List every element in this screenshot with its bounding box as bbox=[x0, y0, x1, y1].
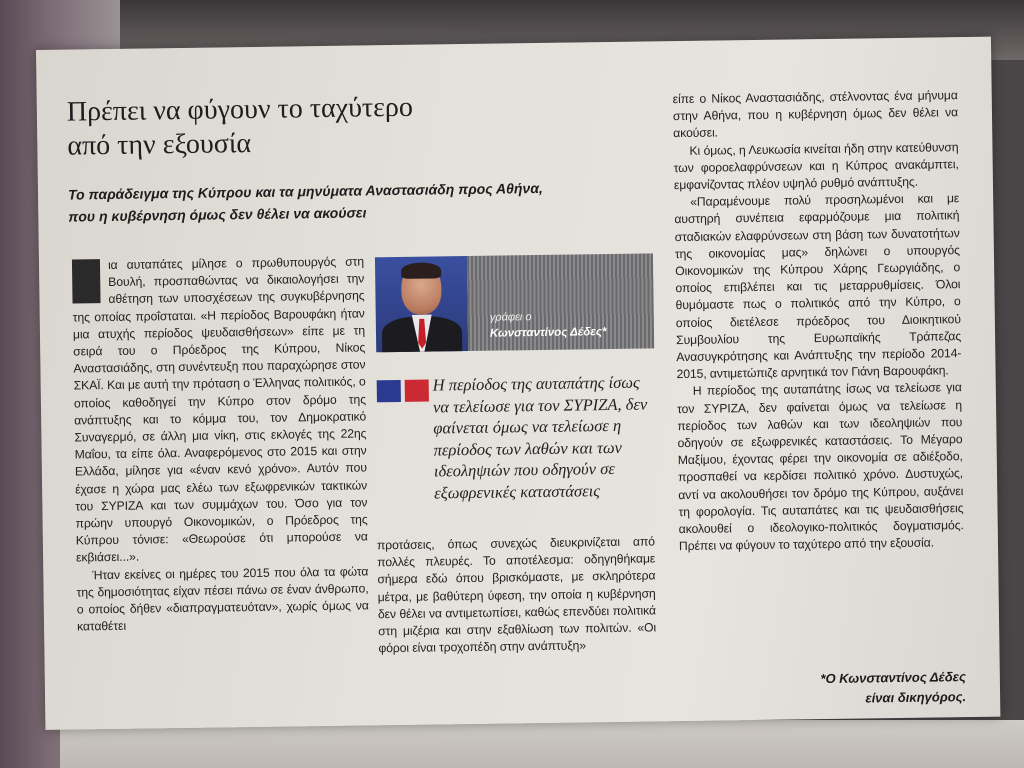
author-portrait bbox=[375, 256, 468, 352]
author-note-line-2: είναι δικηγόρος. bbox=[865, 689, 967, 706]
col1-paragraph-1: ια αυταπάτες μίλησε ο πρωθυπουργός στη Βουλή, προσπαθώντας να δικαιολογήσει την αθέτηση των υποσχέσεων της συγκυβέρνησης της οποίας προΐσταται. «Η περίοδος Βαρουφάκη ήταν μια ατυχής περίοδος ψευδαισθήσεων» είπε με τη σειρά του ο Πρόεδρος της Κύπρου, Νίκος Αναστασιάδης, στη συνέντευξη που παραχώρησε στον ΣΚΑΪ. Και με αυτή την πρόταση ο Έλληνας πολιτικός, ο οποίος καθοδηγεί την Κύπρο στον δρόμο της ανάπτυξης και το κόμμα του, τον Δημοκρατικό Συναγερμό, σε άλλη μια νίκη, στις εκλογές της 22ης Μαΐου, τα είπε όλα. Αναφερόμενος στο 2015 και στην Ελλάδα, μίλησε για «έναν κενό χρόνο». Αυτόν που έχασε η χώρα μας ελέω των εξωφρενικών τακτικών του ΣΥΡΙΖΑ και των συμμάχων του. Όσο για τον πρώην υπουργό Οικονομικών, ο Πρόεδρος της Κύπρου τόνισε: «Θεωρούσε ότι μπορούσε να εκβιάσει...». bbox=[72, 254, 368, 565]
subheadline bbox=[68, 176, 629, 228]
pull-quote: Η περίοδος της αυταπάτης ίσως να τελείωσε για τον ΣΥΡΙΖΑ, δεν φαίνεται όμως να τελείωσε η περίοδος των λαθών και των ιδεοληψιών που οδηγούν σε εξωφρενικές καταστάσεις bbox=[432, 372, 648, 502]
col3-paragraph-2: Κι όμως, η Λευκωσία κινείται ήδη στην κατεύθυνση των φοροελαφρύνσεων και η Κύπρος ανακάμπτει, εμφανίζοντας πλέον υψηλό ρυθμό ανάπτυξης. bbox=[673, 139, 959, 193]
byline-name: Κωνσταντίνος Δέδες* bbox=[489, 326, 607, 340]
subhead-line-1: Το παράδειγμα της Κύπρου και τα μηνύματα Αναστασιάδη προς Αθήνα, bbox=[67, 179, 543, 203]
col3-paragraph-3: «Παραμένουμε πολύ προσηλωμένοι και με αυστηρή συνέπεια εφαρμόζουμε μια πολιτική σταδιακών ελαφρύνσεων στη βάση των δυνατοτήτων της οικονομίας μας» δηλώνει ο υπουργός Οικονομικών της Κύπρου Χάρης Γεωργιάδης, ο οποίος επιβλέπει και τις μεταρρυθμίσεις. Όλοι θυμόμαστε πως ο πολιτικός από την Κύπρο, ο οποίος διετέλεσε πρόεδρος του Διοικητικού Συμβουλίου της Ευρωπαϊκής Τράπεζας Ανασυγκρότησης και Ανάπτυξης την περίοδο 2014-2015, αντιμετώπιζε αρνητικά τον Γιάνη Βαρουφάκη. bbox=[674, 191, 962, 382]
blue-square bbox=[377, 380, 401, 402]
headline-line-2: από την εξουσία bbox=[67, 128, 252, 162]
col3-paragraph-1: είπε ο Νίκος Αναστασιάδης, στέλνοντας ένα μήνυμα στην Αθήνα, που η κυβέρνηση όμως δεν θέλει να ακούσει. bbox=[672, 88, 959, 141]
dropcap-block bbox=[72, 259, 101, 303]
byline-box bbox=[375, 253, 654, 352]
column-2 bbox=[377, 533, 657, 657]
byline-label: γράφει ο bbox=[489, 311, 532, 324]
col2-paragraph-1: προτάσεις, όπως συνεχώς διευκρινίζεται από πολλές πλευρές. Το αποτέλεσμα: οδηγηθήκαμε σήμερα εδώ όπου βρισκόμαστε, με σκληρότερα μέτρα, με βαθύτερη ύφεση, την οποία η κυβέρνηση δεν θέλει να αντιμετωπίσει, καθώς επενδύει πολιτικά στη μιζέρια και στην εξαθλίωση των πολιτών. «Οι φόροι είναι τροχοπέδη στην ανάπτυξη» bbox=[376, 534, 657, 656]
author-note-line-1: *Ο Κωνσταντίνος Δέδες bbox=[820, 669, 966, 687]
red-square bbox=[405, 380, 429, 402]
column-1 bbox=[72, 253, 369, 636]
subhead-line-2: που η κυβέρνηση όμως δεν θέλει να ακούσει bbox=[68, 204, 367, 225]
headline-line-1: Πρέπει να φύγουν το ταχύτερο bbox=[66, 91, 414, 128]
newspaper-page bbox=[36, 37, 1000, 730]
col1-paragraph-2: Ήταν εκείνες οι ημέρες του 2015 που όλα τα φώτα της δημοσιότητας είχαν πέσει πάνω σε έναν άνθρωπο, ο οποίος δήθεν «διαπραγματευόταν», χωρίς όμως να καταθέτει bbox=[76, 564, 369, 634]
headline bbox=[67, 88, 588, 163]
column-3 bbox=[673, 87, 964, 555]
author-note bbox=[681, 667, 967, 711]
col3-paragraph-4: Η περίοδος της αυταπάτης ίσως να τελείωσε για τον ΣΥΡΙΖΑ, δεν φαίνεται όμως να τελείωσε η περίοδος των λαθών και των ιδεοληψιών που οδηγούν σε εξωφρενικές καταστάσεις. Το Μέγαρο Μαξίμου, έχοντας φέρει την οικονομία σε αδιέξοδο, προσπαθεί να κερδίσει πολιτικό χρόνο. Δυστυχώς, αντί να ακολουθήσει τον δρόμο της Κύπρου, αυξάνει τη φορολογία. Τις αυταπάτες και τις ψευδαισθήσεις ακολουθεί ο ιδεολογικο-πολιτικός δογματισμός. Πρέπει να φύγουν το ταχύτερο από την εξουσία. bbox=[676, 380, 964, 554]
